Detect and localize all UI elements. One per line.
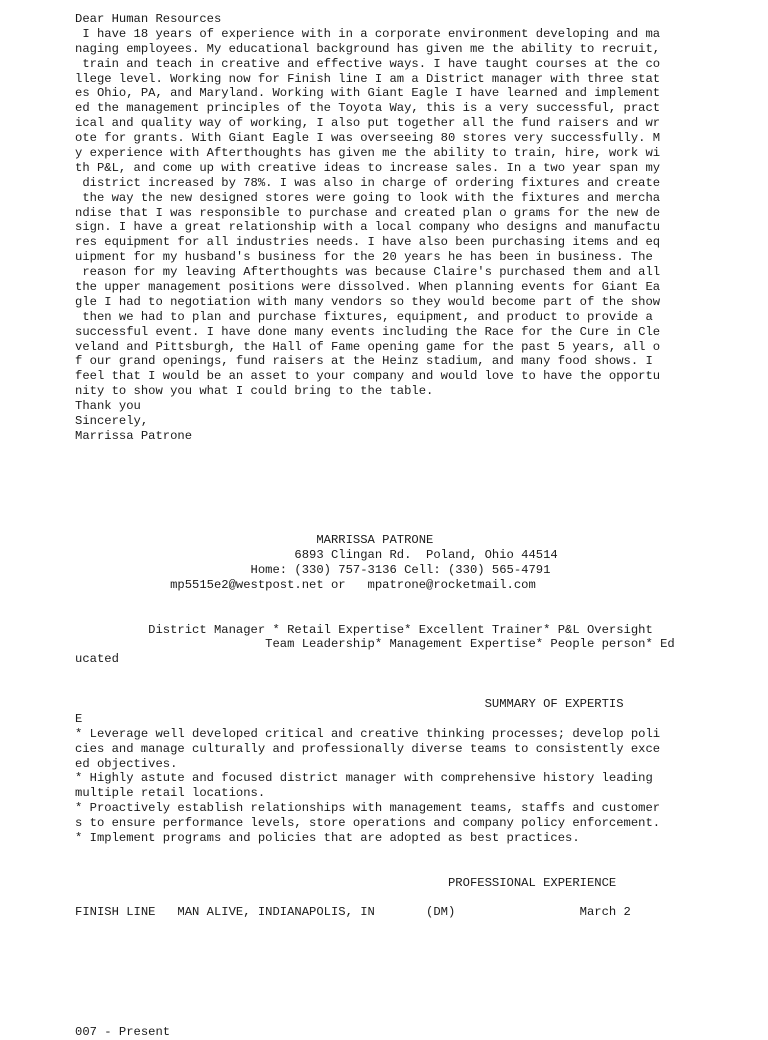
experience-heading: PROFESSIONAL EXPERIENCE xyxy=(75,875,617,890)
letter-body-line: y experience with Afterthoughts has given me the ability to train, hire, work wi xyxy=(75,146,661,161)
skills-line: Team Leadership* Management Expertise* People person* Ed xyxy=(75,637,675,652)
letter-signature: Marrissa Patrone xyxy=(75,428,193,443)
letter-body-line: res equipment for all industries needs. I have also been purchasing items and eq xyxy=(75,235,661,250)
summary-line: * Leverage well developed critical and creative thinking processes; develop poli xyxy=(75,726,661,741)
resume-phone: Home: (330) 757-3136 Cell: (330) 565-4791 xyxy=(75,563,551,577)
letter-body-line: ical and quality way of working, I also put together all the fund raisers and wr xyxy=(75,116,661,131)
letter-body-line: the way the new designed stores were going to look with the fixtures and mercha xyxy=(75,190,661,205)
letter-body-line: es Ohio, PA, and Maryland. Working with Giant Eagle I have learned and implement xyxy=(75,86,661,101)
summary-line: multiple retail locations. xyxy=(75,786,266,801)
section-spacer xyxy=(75,891,675,906)
experience-section xyxy=(75,876,675,1040)
letter-body-line: veland and Pittsburgh, the Hall of Fame opening game for the past 5 years, all o xyxy=(75,339,661,354)
summary-line: cies and manage culturally and professionally diverse teams to consistently exce xyxy=(75,741,661,756)
letter-body-line: sign. I have a great relationship with a local company who designs and manufactu xyxy=(75,220,661,235)
resume-email: mp5515e2@westpost.net or mpatrone@rocketmail.com xyxy=(75,577,536,592)
cover-letter xyxy=(75,12,675,444)
resume-skills xyxy=(75,623,675,668)
letter-body-line: nity to show you what I could bring to the table. xyxy=(75,384,434,399)
skills-line: District Manager * Retail Expertise* Excellent Trainer* P&L Oversight xyxy=(75,622,653,637)
letter-body-line: feel that I would be an asset to your company and would love to have the opportu xyxy=(75,369,661,384)
letter-body-line: f our grand openings, fund raisers at the Heinz stadium, and many food shows. I xyxy=(75,354,653,369)
letter-body-line: gle I had to negotiation with many vendors so they would become part of the show xyxy=(75,294,661,309)
letter-body-line: the upper management positions were dissolved. When planning events for Giant Ea xyxy=(75,280,661,295)
resume-address: 6893 Clingan Rd. Poland, Ohio 44514 xyxy=(75,548,558,563)
summary-heading: SUMMARY OF EXPERTIS xyxy=(75,697,624,712)
letter-body-line: naging employees. My educational background has given me the ability to recruit, xyxy=(75,41,661,56)
section-spacer xyxy=(75,861,675,876)
letter-body-line: reason for my leaving Afterthoughts was because Claire's purchased them and all xyxy=(75,265,661,280)
summary-line: * Highly astute and focused district manager with comprehensive history leading xyxy=(75,771,653,786)
summary-line: * Implement programs and policies that are adopted as best practices. xyxy=(75,831,580,846)
section-spacer xyxy=(75,682,675,697)
letter-body-line: successful event. I have done many events including the Race for the Cure in Cle xyxy=(75,324,661,339)
skills-line: ucated xyxy=(75,652,119,667)
letter-body-line: ed the management principles of the Toyota Way, this is a very successful, pract xyxy=(75,101,661,116)
section-spacer xyxy=(75,1010,675,1025)
section-spacer xyxy=(75,667,675,682)
section-spacer xyxy=(75,846,675,861)
section-spacer xyxy=(75,518,675,533)
letter-thanks: Thank you xyxy=(75,399,141,414)
letter-body-line: district increased by 78%. I was also in charge of ordering fixtures and create xyxy=(75,175,661,190)
letter-body-line: uipment for my husband's business for the 20 years he has been in business. The xyxy=(75,250,653,265)
resume-header xyxy=(75,533,675,593)
letter-body-line: ote for grants. With Giant Eagle I was overseeing 80 stores very successfully. M xyxy=(75,131,661,146)
letter-body-line: then we had to plan and purchase fixtures, equipment, and product to provide a xyxy=(75,309,653,324)
document-page xyxy=(75,12,675,1040)
section-spacer xyxy=(75,920,675,995)
letter-body-line: I have 18 years of experience with in a corporate environment developing and ma xyxy=(75,26,661,41)
letter-body-line: th P&L, and come up with creative ideas to increase sales. In a two year span my xyxy=(75,160,661,175)
summary-line: * Proactively establish relationships with management teams, staffs and customer xyxy=(75,801,661,816)
job-entry: FINISH LINE MAN ALIVE, INDIANAPOLIS, IN (DM) March 2 xyxy=(75,905,631,920)
letter-body-line: llege level. Working now for Finish line I am a District manager with three stat xyxy=(75,71,661,86)
section-spacer xyxy=(75,593,675,608)
job-date: 007 - Present xyxy=(75,1024,171,1039)
summary-section xyxy=(75,697,675,846)
letter-body-line: ndise that I was responsible to purchase and created plan o grams for the new de xyxy=(75,205,661,220)
summary-line: ed objectives. xyxy=(75,756,178,771)
section-spacer xyxy=(75,608,675,623)
letter-closing: Sincerely, xyxy=(75,414,149,429)
summary-heading-cont: E xyxy=(75,711,83,726)
letter-body-line: train and teach in creative and effective ways. I have taught courses at the co xyxy=(75,56,661,71)
resume-name: MARRISSA PATRONE xyxy=(75,533,434,548)
summary-line: s to ensure performance levels, store operations and company policy enforcement. xyxy=(75,816,661,831)
section-spacer xyxy=(75,995,675,1010)
section-spacer xyxy=(75,444,675,519)
letter-greeting: Dear Human Resources xyxy=(75,12,222,26)
